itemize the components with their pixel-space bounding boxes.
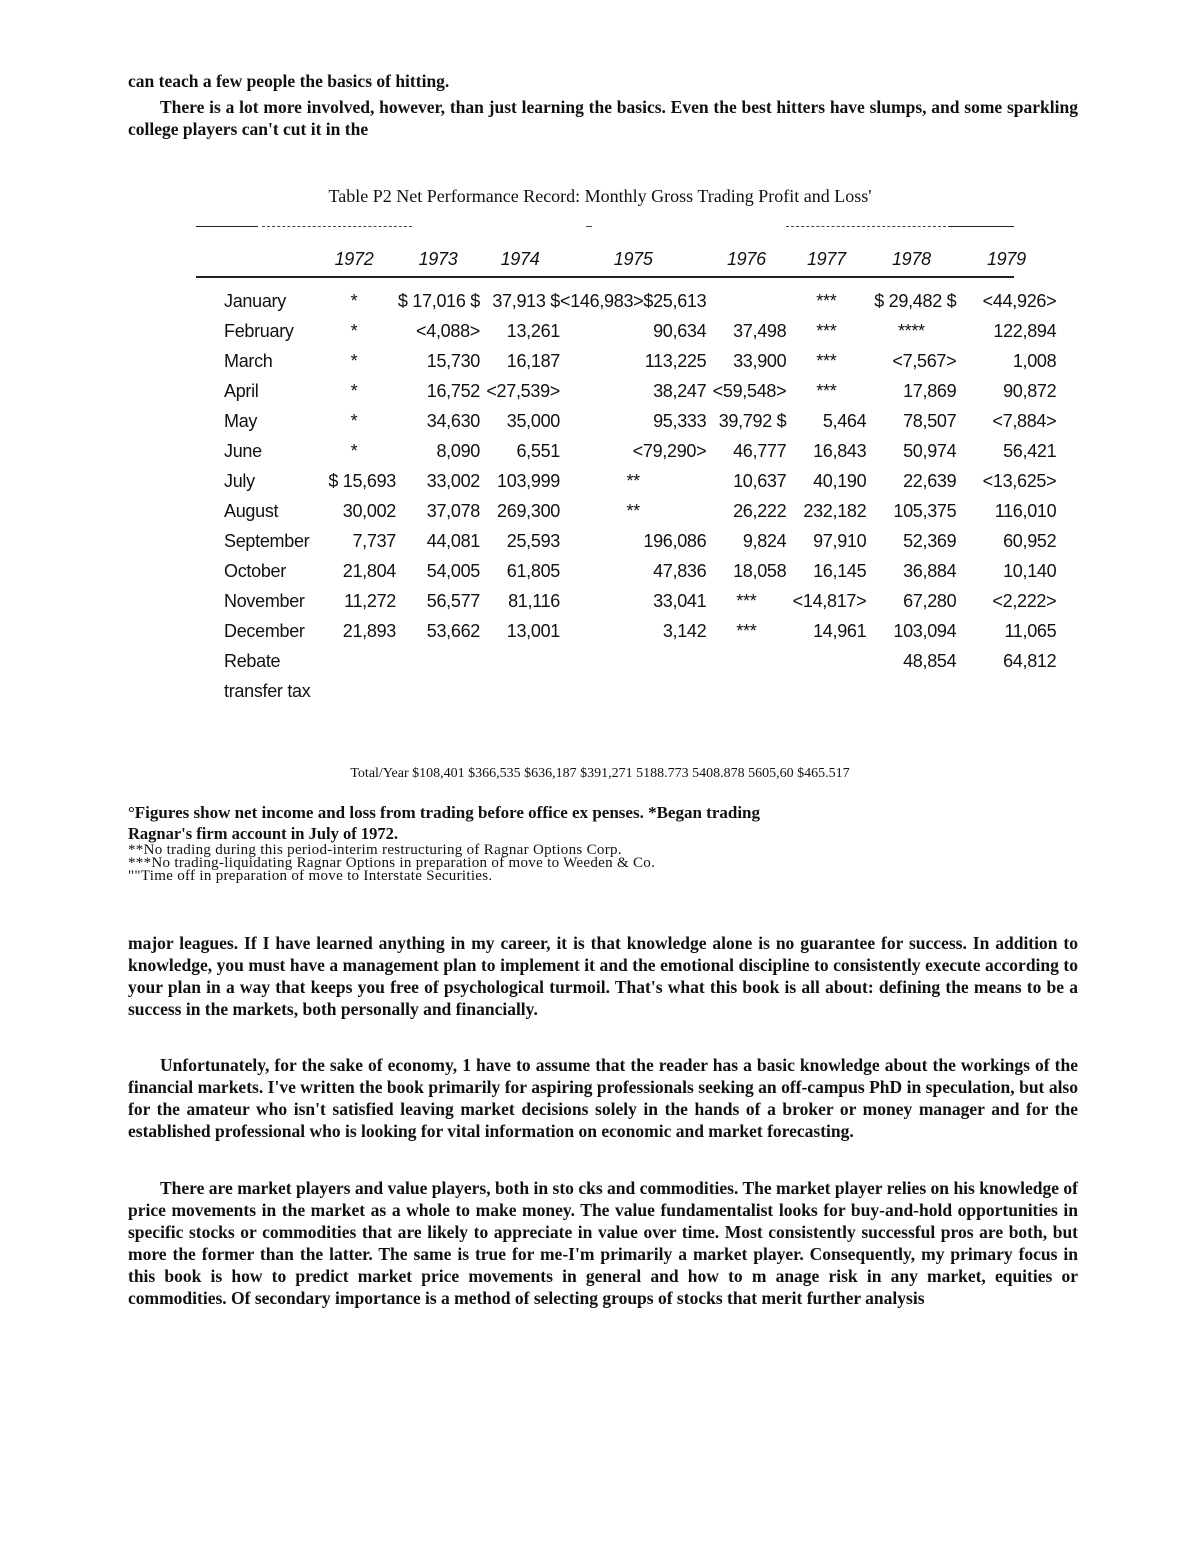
table-cell: 56,577 [426, 590, 480, 611]
table-cell: 39,792 $ [718, 410, 787, 431]
table-cell: <4,088> [416, 320, 480, 341]
rule-segment [196, 226, 258, 227]
table-cell: 44,081 [426, 530, 480, 551]
table-body [196, 274, 1056, 706]
table-cell: <13,625> [982, 470, 1057, 491]
table-cell: 30,002 [342, 500, 396, 521]
table-cell: 25,593 [506, 530, 560, 551]
table-cell: $ 15,693 [328, 470, 396, 491]
table-cell: 105,375 [893, 500, 957, 521]
table-cell: 33,041 [653, 590, 707, 611]
table-cell: 9,824 [742, 530, 787, 551]
table-cell: 61,805 [506, 560, 560, 581]
table-row [196, 616, 1056, 646]
table-cell: *** [736, 620, 757, 641]
table-caption: Table P2 Net Performance Record: Monthly Gross Trading Profit and Loss' [328, 186, 872, 206]
table-cell: 37,913 $ [492, 290, 560, 311]
table-cell: 116,010 [994, 500, 1057, 521]
table-row [196, 406, 1056, 436]
table-cell [480, 646, 560, 676]
table-cell: 8,090 [436, 440, 480, 461]
year-header: 1979 [986, 248, 1026, 269]
table-cell [396, 676, 480, 706]
table-cell: 67,280 [903, 590, 957, 611]
table-cell: <59,548> [712, 380, 787, 401]
body-paragraph: major leagues. If I have learned anything in my career, it is that knowledge alone is no guarantee for success. In addition to knowledge, you must have a management plan to implement it and the emotional discipline to consistently execute according to your plan in a way that keeps you free of psychological turmoil. That's what this book is all about: defining the means to be a success in the markets, both personally and financially. [128, 933, 1078, 1019]
table-cell: 46,777 [733, 440, 787, 461]
row-label: September [224, 530, 310, 551]
table-cell [560, 676, 706, 706]
row-label: February [224, 320, 294, 341]
table-cell: * [350, 290, 358, 311]
table-row [196, 376, 1056, 406]
footnote: **No trading during this period-interim restructuring of Ragnar Options Corp. [128, 842, 622, 858]
table-cell: 52,369 [903, 530, 957, 551]
table-cell: 21,804 [342, 560, 396, 581]
table-cell: 103,999 [497, 470, 560, 491]
year-header: 1973 [418, 248, 458, 269]
table-cell: 36,884 [903, 560, 957, 581]
table-cell: 95,333 [653, 410, 707, 431]
year-header: 1978 [891, 248, 931, 269]
table-cell: 3,142 [662, 620, 707, 641]
table-cell: 38,247 [653, 380, 707, 401]
rule-segment [262, 226, 412, 227]
table-cell: *** [816, 290, 837, 311]
table-cell [786, 676, 866, 706]
table-cell: 15,730 [426, 350, 480, 371]
year-header: 1976 [726, 248, 766, 269]
total-per-year-line: Total/Year $108,401 $366,535 $636,187 $391,271 5188.773 5408.878 5605,60 $465.517 [350, 766, 850, 781]
table-cell: * [350, 320, 358, 341]
table-cell: *** [816, 320, 837, 341]
table-cell: 35,000 [506, 410, 560, 431]
rule-segment [948, 226, 1014, 227]
table-cell: 33,900 [733, 350, 787, 371]
row-label: January [224, 290, 286, 311]
footnote: °Figures show net income and loss from trading before office ex penses. *Began trading [128, 803, 760, 822]
table-row [196, 646, 1056, 676]
table-cell: *** [816, 380, 837, 401]
row-label: November [224, 590, 305, 611]
table-cell: 48,854 [903, 650, 957, 671]
table-cell: 16,752 [426, 380, 480, 401]
table-cell [396, 646, 480, 676]
row-label: May [224, 410, 258, 431]
table-cell: <2,222> [992, 590, 1057, 611]
table-cell: 6,551 [516, 440, 560, 461]
table-row [196, 496, 1056, 526]
table-cell: 37,078 [426, 500, 480, 521]
table-cell: 17,869 [903, 380, 957, 401]
table-spacer [196, 274, 1056, 286]
table-cell: 122,894 [993, 320, 1057, 341]
table-cell: $ 29,482 $ [874, 290, 957, 311]
table-cell: 10,140 [1003, 560, 1057, 581]
intro-line: can teach a few people the basics of hitting. [128, 71, 450, 91]
table-cell: <7,884> [992, 410, 1057, 431]
table-cell: 16,187 [506, 350, 560, 371]
table-cell: $ 17,016 $ [397, 290, 480, 311]
row-label: April [224, 380, 259, 401]
table-cell: 196,086 [643, 530, 707, 551]
table-header-row [196, 244, 1056, 274]
table-cell: * [350, 350, 358, 371]
table-cell [706, 286, 786, 316]
table-cell: 34,630 [426, 410, 480, 431]
table-cell: 37,498 [733, 320, 787, 341]
table-cell: <27,539> [486, 380, 560, 401]
table-cell: * [350, 440, 358, 461]
table-cell: <146,983>$25,613 [560, 290, 707, 311]
table-cell: 64,812 [1003, 650, 1057, 671]
table-cell: 11,272 [344, 590, 396, 611]
table-cell: 16,843 [813, 440, 867, 461]
table-cell: 5,464 [822, 410, 867, 431]
row-label: October [224, 560, 286, 581]
table-cell: 78,507 [903, 410, 957, 431]
table-cell: 232,182 [803, 500, 867, 521]
table-cell: 18,058 [733, 560, 787, 581]
row-label: March [224, 350, 273, 371]
footnote: Ragnar's firm account in July of 1972. [128, 824, 398, 843]
table-cell: 13,261 [506, 320, 560, 341]
table-cell: 113,225 [644, 350, 707, 371]
body-paragraph: Unfortunately, for the sake of economy, 1 have to assume that the reader has a basic knowledge about the workings of the financial markets. I've written the book primarily for aspiring professionals seeking an off-campus PhD in speculation, but also for the amateur who isn't satisfied leaving market decisions solely in the hands of a broker or money manager and for the established professional who is looking for vital information on economic and market forecasting. [128, 1055, 1078, 1141]
table-cell: 50,974 [903, 440, 957, 461]
table-cell: ** [626, 470, 640, 491]
footnote: ***No trading-liquidating Ragnar Options in preparation of move to Weeden & Co. [128, 855, 656, 871]
table-cell: ** [626, 500, 640, 521]
year-header: 1972 [334, 248, 374, 269]
table-cell: 47,836 [653, 560, 707, 581]
performance-table [196, 244, 1056, 706]
row-label: Rebate [224, 650, 281, 671]
table-cell: 90,872 [1003, 380, 1057, 401]
table-row [196, 316, 1056, 346]
table-cell: 97,910 [813, 530, 867, 551]
intro-paragraph: There is a lot more involved, however, than just learning the basics. Even the best hitters have slumps, and some sparkling college players can't cut it in the [128, 97, 1078, 139]
table-cell: 54,005 [426, 560, 480, 581]
table-cell [706, 676, 786, 706]
table-cell: 21,893 [342, 620, 396, 641]
table-row [196, 436, 1056, 466]
table-cell: 10,637 [733, 470, 787, 491]
table-cell [956, 676, 1056, 706]
footnote: ""Time off in preparation of move to Interstate Securities. [128, 868, 493, 884]
table-cell: 26,222 [733, 500, 787, 521]
table-cell: 90,634 [653, 320, 707, 341]
table-cell: 40,190 [813, 470, 867, 491]
table-row [196, 346, 1056, 376]
row-label: transfer tax [224, 680, 311, 701]
table-cell: 14,961 [813, 620, 867, 641]
table-cell: <44,926> [982, 290, 1057, 311]
table-cell: *** [816, 350, 837, 371]
table-cell: 11,065 [1004, 620, 1057, 641]
table-cell: * [350, 380, 358, 401]
table-cell: 56,421 [1003, 440, 1057, 461]
table-row [196, 676, 1056, 706]
body-paragraph: There are market players and value players, both in sto cks and commodities. The market player relies on his knowledge of price movements in the market as a whole to make money. The value fundamentalist looks for buy-and-hold opportunities in specific stocks or commodities that are likely to appreciate in value over time. Most consistently successful pros are both, but more the former than the latter. The same is true for me-I'm primarily a market player. Consequently, my primary focus in this book is how to predict market price movements in general and how to m anage risk in any market, equities or commodities. Of secondary importance is a method of selecting groups of stocks that merit further analysis [128, 1178, 1078, 1308]
table-cell: 22,639 [903, 470, 957, 491]
table-row [196, 286, 1056, 316]
year-header: 1974 [500, 248, 540, 269]
row-label: December [224, 620, 305, 641]
table-row [196, 526, 1056, 556]
row-label: August [224, 500, 279, 521]
year-header: 1977 [806, 248, 846, 269]
table-row [196, 586, 1056, 616]
table-cell: 16,145 [813, 560, 867, 581]
table-cell: 7,737 [352, 530, 396, 551]
table-cell [560, 646, 706, 676]
row-label: June [224, 440, 262, 461]
table-cell [312, 676, 396, 706]
table-cell [866, 676, 956, 706]
table-cell: 1,008 [1012, 350, 1057, 371]
table-cell: 53,662 [426, 620, 480, 641]
table-cell [706, 646, 786, 676]
table-cell: *** [736, 590, 757, 611]
table-cell: 60,952 [1003, 530, 1057, 551]
table-cell: 103,094 [893, 620, 957, 641]
table-cell: 81,116 [508, 590, 560, 611]
table-cell [786, 646, 866, 676]
rule-segment [586, 226, 592, 227]
table-cell: 33,002 [426, 470, 480, 491]
rule-segment [786, 226, 946, 227]
table-row [196, 466, 1056, 496]
table-row [196, 556, 1056, 586]
table-cell [480, 676, 560, 706]
table-cell: <7,567> [892, 350, 957, 371]
row-label: July [224, 470, 255, 491]
table-cell: * [350, 410, 358, 431]
table-cell: <79,290> [632, 440, 707, 461]
header-blank [196, 244, 312, 274]
table-top-dashed-rule [196, 226, 1014, 228]
year-header: 1975 [613, 248, 653, 269]
table-cell: **** [897, 320, 925, 341]
table-cell: 269,300 [497, 500, 560, 521]
table-cell: <14,817> [792, 590, 867, 611]
table-cell: 13,001 [506, 620, 560, 641]
table-cell [312, 646, 396, 676]
